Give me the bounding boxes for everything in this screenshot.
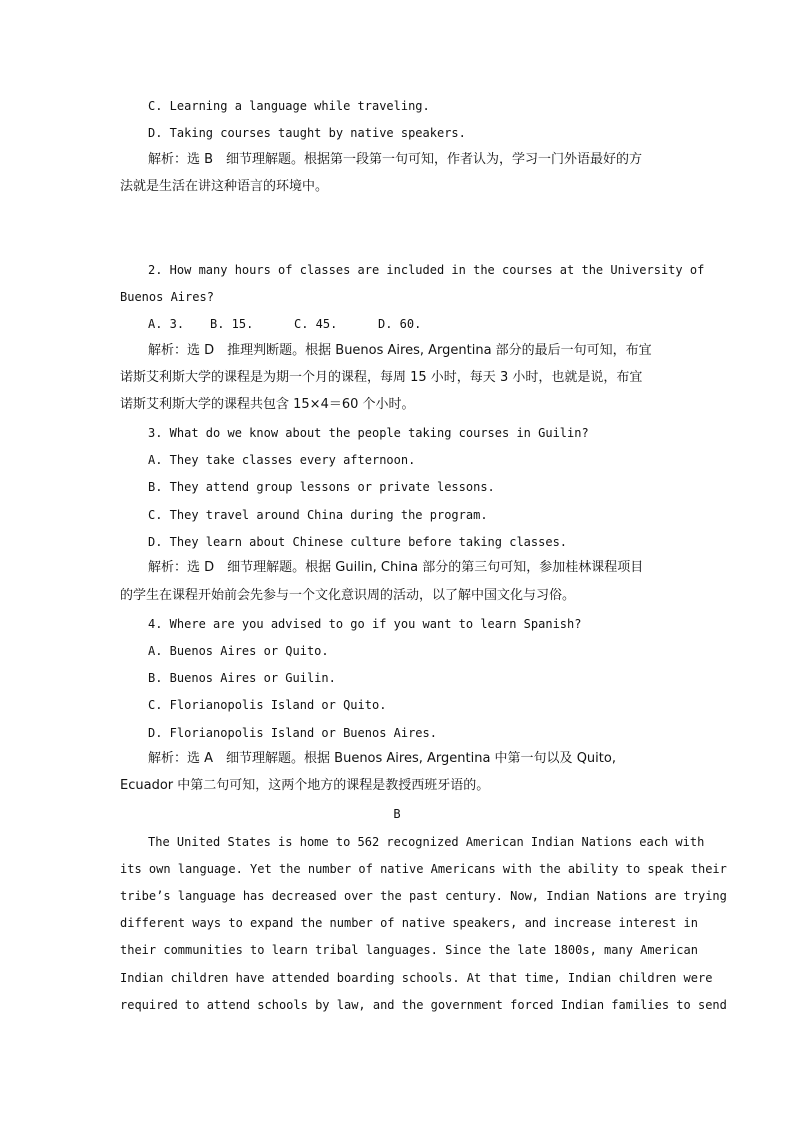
passage-line: tribe’s language has decreased over the past century. Now, Indian Nations are trying [120,889,727,903]
q3-question: 3. What do we know about the people taking courses in Guilin? [148,426,589,440]
q4-option-a: A. Buenos Aires or Quito. [148,644,329,658]
q2-question-line-1: 2. How many hours of classes are included in the courses at the University of [148,263,705,277]
q3-analysis-line-2: 的学生在课程开始前会先参与一个文化意识周的活动，以了解中国文化与习俗。 [120,588,576,603]
q4-option-c: C. Florianopolis Island or Quito. [148,698,387,712]
q2-option-a: A. 3. [148,317,185,331]
q3-option-a: A. They take classes every afternoon. [148,453,416,467]
section-b-heading: B [393,807,401,821]
q1-analysis-line-2: 法就是生活在讲这种语言的环境中。 [120,179,329,194]
q2-options [148,316,421,332]
q1-analysis-line-1: 解析：选 B 细节理解题。根据第一段第一句可知，作者认为，学习一门外语最好的方 [148,152,643,167]
q2-analysis-line-3: 诺斯艾利斯大学的课程共包含 15×4＝60 个小时。 [120,397,415,412]
q4-analysis-line-2: Ecuador 中第二句可知，这两个地方的课程是教授西班牙语的。 [120,778,490,793]
q4-question: 4. Where are you advised to go if you want to learn Spanish? [148,617,582,631]
passage-line: their communities to learn tribal languages. Since the late 1800s, many American [120,943,698,957]
q2-option-b: B. 15. [210,317,254,331]
passage-line: required to attend schools by law, and the government forced Indian families to send [120,998,727,1012]
q2-question-line-2: Buenos Aires? [120,290,214,304]
passage-line: its own language. Yet the number of native Americans with the ability to speak their [120,862,727,876]
passage-line: The United States is home to 562 recognized American Indian Nations each with [148,835,705,849]
q3-option-b: B. They attend group lessons or private lessons. [148,480,495,494]
q2-analysis-line-1: 解析：选 D 推理判断题。根据 Buenos Aires, Argentina 部分的最后一句可知，布宜 [148,343,652,358]
q2-analysis-line-2: 诺斯艾利斯大学的课程是为期一个月的课程，每周 15 小时，每天 3 小时，也就是说，布宜 [120,370,643,385]
q3-analysis-line-1: 解析：选 D 细节理解题。根据 Guilin, China 部分的第三句可知，参加桂林课程项目 [148,560,644,575]
q1-option-c: C. Learning a language while traveling. [148,99,430,113]
passage-line: Indian children have attended boarding schools. At that time, Indian children were [120,971,713,985]
q2-option-d: D. 60. [378,317,422,331]
q4-analysis-line-1: 解析：选 A 细节理解题。根据 Buenos Aires, Argentina 中第一句以及 Quito, [148,751,616,766]
q3-option-d: D. They learn about Chinese culture before taking classes. [148,535,568,549]
q2-option-c: C. 45. [294,317,338,331]
q3-option-c: C. They travel around China during the program. [148,508,488,522]
q4-option-b: B. Buenos Aires or Guilin. [148,671,336,685]
q4-option-d: D. Florianopolis Island or Buenos Aires. [148,726,437,740]
q1-option-d: D. Taking courses taught by native speakers. [148,126,466,140]
passage-line: different ways to expand the number of native speakers, and increase interest in [120,916,698,930]
